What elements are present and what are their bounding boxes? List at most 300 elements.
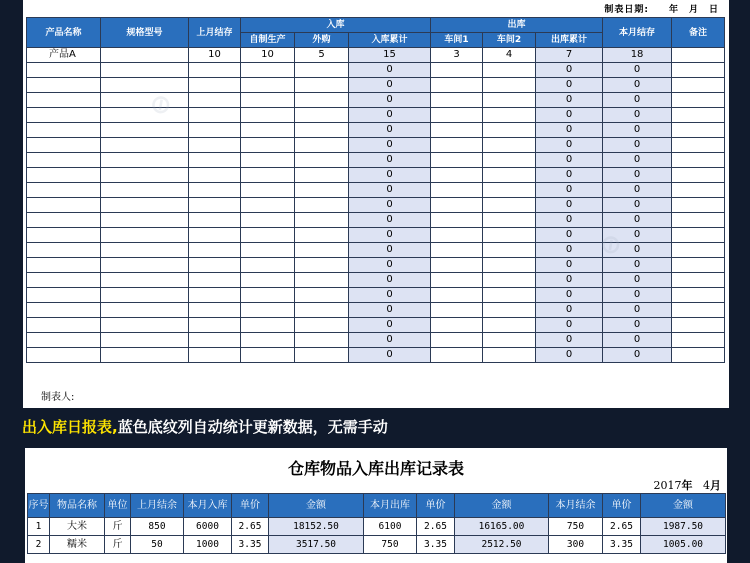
table-cell[interactable] xyxy=(27,183,101,198)
table-cell[interactable] xyxy=(431,168,483,183)
table-cell[interactable]: 0 xyxy=(603,318,672,333)
table-cell[interactable] xyxy=(241,303,295,318)
table-cell[interactable] xyxy=(241,183,295,198)
table-cell[interactable] xyxy=(241,333,295,348)
table-cell[interactable] xyxy=(431,228,483,243)
table-cell[interactable] xyxy=(431,138,483,153)
table-cell[interactable] xyxy=(672,318,725,333)
table-cell[interactable] xyxy=(295,153,349,168)
table-cell[interactable] xyxy=(672,333,725,348)
table-cell[interactable]: 0 xyxy=(349,348,431,363)
record-cell[interactable]: 1000 xyxy=(184,536,232,554)
table-cell[interactable] xyxy=(27,318,101,333)
record-cell[interactable]: 大米 xyxy=(50,518,105,536)
table-cell[interactable]: 0 xyxy=(536,108,603,123)
table-cell[interactable] xyxy=(189,228,241,243)
table-cell[interactable]: 0 xyxy=(349,273,431,288)
table-cell[interactable] xyxy=(241,63,295,78)
table-cell[interactable] xyxy=(431,333,483,348)
table-cell[interactable] xyxy=(27,198,101,213)
cell-product[interactable]: 产品A xyxy=(27,48,101,63)
table-cell[interactable] xyxy=(431,318,483,333)
table-cell[interactable] xyxy=(483,348,536,363)
table-cell[interactable]: 0 xyxy=(603,138,672,153)
table-cell[interactable] xyxy=(101,153,189,168)
table-cell[interactable] xyxy=(431,198,483,213)
table-cell[interactable] xyxy=(483,243,536,258)
table-cell[interactable] xyxy=(101,198,189,213)
table-cell[interactable]: 0 xyxy=(603,243,672,258)
record-month: 4 xyxy=(703,479,710,492)
table-cell[interactable]: 0 xyxy=(536,273,603,288)
table-cell[interactable]: 0 xyxy=(349,63,431,78)
record-year-unit: 年 xyxy=(681,479,693,492)
table-cell[interactable]: 0 xyxy=(536,93,603,108)
table-cell[interactable] xyxy=(672,123,725,138)
table-cell[interactable]: 0 xyxy=(349,78,431,93)
table-cell[interactable]: 0 xyxy=(603,198,672,213)
table-cell[interactable] xyxy=(27,243,101,258)
table-cell[interactable] xyxy=(483,93,536,108)
table-cell[interactable] xyxy=(189,258,241,273)
table-cell[interactable]: 0 xyxy=(349,123,431,138)
table-cell[interactable] xyxy=(27,348,101,363)
record-header-cell: 序号 xyxy=(28,494,50,518)
table-cell[interactable] xyxy=(189,243,241,258)
table-cell[interactable] xyxy=(241,348,295,363)
table-cell[interactable]: 0 xyxy=(603,228,672,243)
table-cell[interactable] xyxy=(241,153,295,168)
record-cell[interactable]: 50 xyxy=(131,536,184,554)
table-cell[interactable]: 0 xyxy=(349,288,431,303)
table-row xyxy=(27,123,725,138)
table-cell[interactable] xyxy=(431,243,483,258)
table-cell[interactable] xyxy=(483,123,536,138)
table-cell[interactable]: 0 xyxy=(536,183,603,198)
table-cell[interactable] xyxy=(189,138,241,153)
table-cell[interactable] xyxy=(431,108,483,123)
record-header-cell: 本月出库 xyxy=(364,494,417,518)
table-cell[interactable]: 0 xyxy=(536,153,603,168)
table-row xyxy=(27,183,725,198)
table-row xyxy=(27,78,725,93)
table-cell[interactable] xyxy=(672,198,725,213)
table-cell[interactable] xyxy=(483,333,536,348)
table-cell[interactable] xyxy=(27,288,101,303)
table-row xyxy=(28,536,726,554)
table-row xyxy=(27,198,725,213)
table-cell[interactable]: 0 xyxy=(349,108,431,123)
table-cell[interactable] xyxy=(672,213,725,228)
record-cell[interactable]: 16165.00 xyxy=(455,518,549,536)
table-cell[interactable] xyxy=(241,93,295,108)
table-cell[interactable]: 0 xyxy=(603,333,672,348)
table-cell[interactable] xyxy=(189,108,241,123)
table-cell[interactable] xyxy=(101,183,189,198)
record-cell[interactable]: 斤 xyxy=(105,536,131,554)
table-cell[interactable] xyxy=(189,213,241,228)
table-cell[interactable] xyxy=(189,198,241,213)
table-cell[interactable]: 0 xyxy=(603,78,672,93)
table-cell[interactable]: 0 xyxy=(603,123,672,138)
record-cell[interactable]: 750 xyxy=(364,536,417,554)
table-cell[interactable] xyxy=(295,303,349,318)
record-cell[interactable]: 6100 xyxy=(364,518,417,536)
table-cell[interactable] xyxy=(27,153,101,168)
table-cell[interactable] xyxy=(483,198,536,213)
table-row xyxy=(27,153,725,168)
table-row xyxy=(27,93,725,108)
table-cell[interactable]: 0 xyxy=(603,213,672,228)
table-cell[interactable]: 0 xyxy=(603,303,672,318)
table-cell[interactable]: 0 xyxy=(536,228,603,243)
table-cell[interactable] xyxy=(101,348,189,363)
record-cell[interactable]: 1987.50 xyxy=(641,518,726,536)
table-cell[interactable] xyxy=(189,63,241,78)
table-cell[interactable] xyxy=(241,318,295,333)
table-cell[interactable]: 0 xyxy=(536,333,603,348)
table-cell[interactable]: 0 xyxy=(603,168,672,183)
table-cell[interactable] xyxy=(295,183,349,198)
table-cell[interactable] xyxy=(241,123,295,138)
record-cell[interactable]: 1 xyxy=(28,518,50,536)
table-cell[interactable] xyxy=(101,213,189,228)
table-cell[interactable]: 0 xyxy=(349,138,431,153)
table-cell[interactable] xyxy=(483,228,536,243)
table-cell[interactable] xyxy=(295,93,349,108)
table-cell[interactable] xyxy=(189,93,241,108)
table-cell[interactable] xyxy=(241,138,295,153)
table-cell[interactable]: 0 xyxy=(349,213,431,228)
record-cell[interactable]: 2.65 xyxy=(417,518,455,536)
table-cell[interactable] xyxy=(672,243,725,258)
table-row xyxy=(27,303,725,318)
record-cell[interactable]: 1005.00 xyxy=(641,536,726,554)
record-cell[interactable]: 850 xyxy=(131,518,184,536)
table-cell[interactable] xyxy=(295,273,349,288)
table-cell[interactable]: 0 xyxy=(349,183,431,198)
table-cell[interactable]: 0 xyxy=(536,213,603,228)
table-cell[interactable] xyxy=(483,258,536,273)
table-cell[interactable] xyxy=(483,183,536,198)
table-cell[interactable] xyxy=(101,108,189,123)
table-cell[interactable]: 0 xyxy=(349,198,431,213)
record-cell[interactable]: 斤 xyxy=(105,518,131,536)
table-cell[interactable] xyxy=(189,303,241,318)
table-cell[interactable] xyxy=(189,348,241,363)
table-cell[interactable]: 0 xyxy=(603,288,672,303)
table-cell[interactable]: 0 xyxy=(603,93,672,108)
maker-label: 制表人: xyxy=(41,392,75,403)
table-cell[interactable]: 0 xyxy=(349,153,431,168)
record-cell[interactable]: 2512.50 xyxy=(455,536,549,554)
table-row xyxy=(27,333,725,348)
cell-inbound-total[interactable]: 15 xyxy=(349,48,431,63)
table-cell[interactable]: 0 xyxy=(349,168,431,183)
header-remarks: 备注 xyxy=(672,18,725,48)
table-cell[interactable] xyxy=(241,168,295,183)
table-cell[interactable] xyxy=(483,153,536,168)
table-row xyxy=(27,48,725,63)
table-cell[interactable] xyxy=(189,78,241,93)
table-cell[interactable]: 0 xyxy=(536,63,603,78)
table-cell[interactable] xyxy=(483,318,536,333)
record-header-cell: 单价 xyxy=(232,494,269,518)
record-header-cell: 本月结余 xyxy=(549,494,603,518)
record-cell[interactable]: 2 xyxy=(28,536,50,554)
record-year: 2017 xyxy=(653,479,682,492)
table-cell[interactable] xyxy=(431,183,483,198)
record-cell[interactable]: 6000 xyxy=(184,518,232,536)
table-cell[interactable] xyxy=(189,288,241,303)
table-cell[interactable] xyxy=(101,243,189,258)
table-cell[interactable]: 0 xyxy=(603,63,672,78)
table-cell[interactable] xyxy=(672,168,725,183)
record-cell[interactable]: 3517.50 xyxy=(269,536,364,554)
table-cell[interactable] xyxy=(483,273,536,288)
table-row xyxy=(27,243,725,258)
header-outbound: 出库 xyxy=(431,18,603,33)
inventory-daily-table xyxy=(26,17,725,363)
header-last-month-balance: 上月结存 xyxy=(189,18,241,48)
table-cell[interactable] xyxy=(295,318,349,333)
table-cell[interactable] xyxy=(295,348,349,363)
table-cell[interactable] xyxy=(431,123,483,138)
table-cell[interactable]: 0 xyxy=(349,243,431,258)
table-cell[interactable]: 0 xyxy=(536,123,603,138)
table-cell[interactable] xyxy=(431,78,483,93)
table-cell[interactable] xyxy=(672,153,725,168)
table-cell[interactable]: 0 xyxy=(536,198,603,213)
table-cell[interactable] xyxy=(431,213,483,228)
table-cell[interactable] xyxy=(241,198,295,213)
table-row xyxy=(27,213,725,228)
table-cell[interactable]: 0 xyxy=(536,78,603,93)
table-row xyxy=(27,108,725,123)
header-inbound: 入库 xyxy=(241,18,431,33)
table-cell[interactable]: 0 xyxy=(536,348,603,363)
table-cell[interactable] xyxy=(101,273,189,288)
table-cell[interactable] xyxy=(101,78,189,93)
table-cell[interactable] xyxy=(27,93,101,108)
table-cell[interactable] xyxy=(241,213,295,228)
table-cell[interactable] xyxy=(483,63,536,78)
table-cell[interactable]: 0 xyxy=(536,318,603,333)
table-cell[interactable] xyxy=(189,273,241,288)
table-cell[interactable] xyxy=(483,288,536,303)
cell-purchase[interactable]: 5 xyxy=(295,48,349,63)
table-cell[interactable] xyxy=(295,258,349,273)
table-cell[interactable] xyxy=(295,333,349,348)
table-cell[interactable] xyxy=(101,138,189,153)
table-cell[interactable] xyxy=(27,168,101,183)
record-cell[interactable]: 300 xyxy=(549,536,603,554)
table-cell[interactable] xyxy=(483,168,536,183)
table-cell[interactable] xyxy=(101,258,189,273)
table-cell[interactable] xyxy=(672,258,725,273)
record-header-cell: 本月入库 xyxy=(184,494,232,518)
record-cell[interactable]: 18152.50 xyxy=(269,518,364,536)
table-cell[interactable] xyxy=(295,63,349,78)
table-cell[interactable] xyxy=(189,183,241,198)
table-cell[interactable] xyxy=(483,108,536,123)
record-cell[interactable]: 2.65 xyxy=(232,518,269,536)
table-cell[interactable] xyxy=(672,108,725,123)
record-table-title: 仓库物品入库出库记录表 xyxy=(287,459,464,478)
caption-highlight: 出入库日报表, xyxy=(22,418,118,436)
table-cell[interactable]: 0 xyxy=(603,348,672,363)
table-cell[interactable] xyxy=(431,273,483,288)
table-cell[interactable] xyxy=(431,258,483,273)
table-cell[interactable] xyxy=(483,78,536,93)
record-cell[interactable]: 3.35 xyxy=(232,536,269,554)
table-cell[interactable] xyxy=(241,243,295,258)
record-header-cell: 物品名称 xyxy=(50,494,105,518)
table-cell[interactable] xyxy=(295,138,349,153)
table-cell[interactable]: 0 xyxy=(603,273,672,288)
table-cell[interactable]: 0 xyxy=(349,303,431,318)
table-cell[interactable] xyxy=(27,258,101,273)
cell-spec[interactable] xyxy=(101,48,189,63)
table-cell[interactable] xyxy=(295,78,349,93)
table-cell[interactable]: 0 xyxy=(349,258,431,273)
cell-ws2[interactable]: 4 xyxy=(483,48,536,63)
table-cell[interactable]: 0 xyxy=(536,288,603,303)
table-cell[interactable] xyxy=(295,108,349,123)
table-cell[interactable] xyxy=(101,123,189,138)
table-cell[interactable] xyxy=(189,318,241,333)
record-cell[interactable]: 2.65 xyxy=(603,518,641,536)
table-cell[interactable] xyxy=(101,318,189,333)
cell-ws1[interactable]: 3 xyxy=(431,48,483,63)
table-cell[interactable]: 0 xyxy=(603,108,672,123)
table-cell[interactable] xyxy=(483,138,536,153)
table-cell[interactable] xyxy=(672,228,725,243)
table-cell[interactable] xyxy=(101,93,189,108)
table-cell[interactable] xyxy=(672,303,725,318)
cell-self-made[interactable]: 10 xyxy=(241,48,295,63)
table-cell[interactable]: 0 xyxy=(536,303,603,318)
table-cell[interactable] xyxy=(101,228,189,243)
header-inbound-total: 入库累计 xyxy=(349,33,431,48)
table-cell[interactable] xyxy=(295,243,349,258)
table-cell[interactable] xyxy=(295,198,349,213)
table-cell[interactable] xyxy=(672,273,725,288)
cell-balance[interactable]: 18 xyxy=(603,48,672,63)
table-cell[interactable] xyxy=(27,108,101,123)
table-cell[interactable] xyxy=(27,303,101,318)
table-cell[interactable] xyxy=(189,168,241,183)
table-cell[interactable] xyxy=(672,183,725,198)
table-cell[interactable] xyxy=(189,333,241,348)
table-cell[interactable]: 0 xyxy=(349,318,431,333)
table-cell[interactable] xyxy=(101,333,189,348)
table-cell[interactable] xyxy=(189,123,241,138)
table-cell[interactable] xyxy=(483,303,536,318)
table-cell[interactable] xyxy=(431,348,483,363)
table-cell[interactable] xyxy=(189,153,241,168)
table-cell[interactable] xyxy=(672,288,725,303)
cell-outbound-total[interactable]: 7 xyxy=(536,48,603,63)
table-cell[interactable] xyxy=(295,228,349,243)
record-cell[interactable]: 750 xyxy=(549,518,603,536)
table-cell[interactable] xyxy=(241,258,295,273)
table-cell[interactable] xyxy=(241,108,295,123)
table-cell[interactable]: 0 xyxy=(536,168,603,183)
table-cell[interactable] xyxy=(295,288,349,303)
record-cell[interactable]: 糯米 xyxy=(50,536,105,554)
header-spec-model: 规格型号 xyxy=(101,18,189,48)
table-cell[interactable]: 0 xyxy=(349,93,431,108)
table-cell[interactable]: 0 xyxy=(536,243,603,258)
table-cell[interactable]: 0 xyxy=(603,258,672,273)
table-cell[interactable]: 0 xyxy=(603,153,672,168)
table-cell[interactable] xyxy=(431,153,483,168)
record-cell[interactable]: 3.35 xyxy=(603,536,641,554)
table-cell[interactable] xyxy=(101,63,189,78)
stock-record-sheet xyxy=(25,448,727,563)
record-header-cell: 金额 xyxy=(641,494,726,518)
table-cell[interactable] xyxy=(672,78,725,93)
cell-remarks[interactable] xyxy=(672,48,725,63)
table-cell[interactable]: 0 xyxy=(349,333,431,348)
table-cell[interactable] xyxy=(101,303,189,318)
table-cell[interactable] xyxy=(431,303,483,318)
table-cell[interactable] xyxy=(483,213,536,228)
table-cell[interactable] xyxy=(27,213,101,228)
table-row xyxy=(27,63,725,78)
table-cell[interactable]: 0 xyxy=(536,138,603,153)
caption-rest: 蓝色底纹列自动统计更新数据，无需手动 xyxy=(117,418,388,436)
table-cell[interactable] xyxy=(295,213,349,228)
report-date-label: 制表日期: 年 月 日 xyxy=(604,5,719,15)
table-cell[interactable] xyxy=(27,78,101,93)
cell-last-month[interactable]: 10 xyxy=(189,48,241,63)
table-cell[interactable] xyxy=(241,228,295,243)
table-cell[interactable] xyxy=(27,228,101,243)
table-cell[interactable] xyxy=(241,288,295,303)
table-cell[interactable] xyxy=(241,78,295,93)
table-cell[interactable] xyxy=(27,63,101,78)
record-header-cell: 单价 xyxy=(603,494,641,518)
table-row xyxy=(28,518,726,536)
table-cell[interactable] xyxy=(672,93,725,108)
table-cell[interactable] xyxy=(295,123,349,138)
table-cell[interactable] xyxy=(27,333,101,348)
table-cell[interactable] xyxy=(431,288,483,303)
table-cell[interactable] xyxy=(431,93,483,108)
table-cell[interactable] xyxy=(672,63,725,78)
table-cell[interactable] xyxy=(27,138,101,153)
table-row xyxy=(27,348,725,363)
header-workshop2: 车间2 xyxy=(483,33,536,48)
table-cell[interactable] xyxy=(101,288,189,303)
table-cell[interactable]: 0 xyxy=(603,183,672,198)
table-cell[interactable] xyxy=(241,273,295,288)
table-row xyxy=(27,318,725,333)
table-cell[interactable] xyxy=(295,168,349,183)
record-cell[interactable]: 3.35 xyxy=(417,536,455,554)
table-cell[interactable] xyxy=(672,348,725,363)
table-cell[interactable] xyxy=(431,63,483,78)
header-self-made: 自制生产 xyxy=(241,33,295,48)
table-cell[interactable]: 0 xyxy=(536,258,603,273)
table-cell[interactable] xyxy=(672,138,725,153)
table-cell[interactable] xyxy=(101,168,189,183)
table-cell[interactable]: 0 xyxy=(349,228,431,243)
table-cell[interactable] xyxy=(27,123,101,138)
table-cell[interactable] xyxy=(27,273,101,288)
